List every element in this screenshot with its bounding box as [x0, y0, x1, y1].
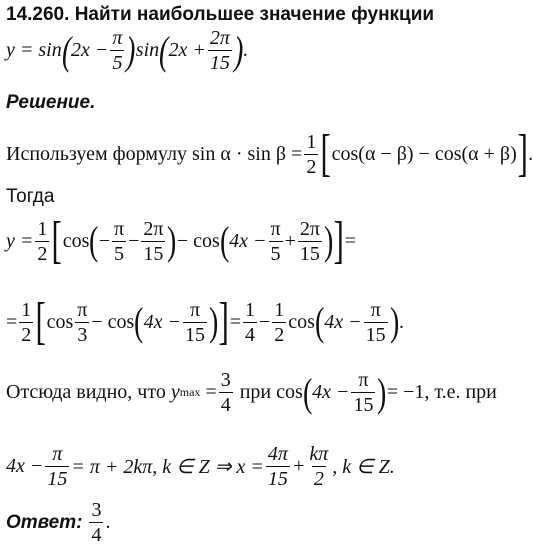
fraction: $\frac{1}{2}$: [274, 298, 285, 346]
fraction: $\frac{\pi}{5}$: [112, 27, 123, 74]
step1-formula: y = $\frac{1}{2}$ [ cos ( − $\frac{\pi}{5}$ − $\frac{2\pi}{15}$ ) − cos ( 4x − $\frac{\pi}{5}$ + $\frac{2\pi}{15}$ ) ] =: [6, 212, 356, 269]
fraction: $\frac{\pi}{15}$: [365, 298, 386, 346]
fraction: $\frac{\pi}{15}$: [185, 298, 206, 346]
fraction: $\frac{k\pi}{2}$: [309, 443, 329, 490]
fraction: $\frac{1}{2}$: [21, 298, 32, 346]
fraction: $\frac{2\pi}{15}$: [299, 217, 320, 265]
formula-line: Используем формулу sin α · sin β = $\frac{1}{2}$ [ cos(α − β) − cos(α + β) ] .: [6, 125, 533, 182]
function-formula: y = sin ( 2x − $\frac{\pi}{5}$ ) sin ( 2x + $\frac{2\pi}{15}$ ) .: [6, 27, 249, 74]
fraction: $\frac{\pi}{15}$: [47, 443, 68, 490]
problem-statement: Найти наибольшее значение функции: [74, 4, 435, 25]
fraction: $\frac{4\pi}{15}$: [267, 443, 288, 490]
then-label: Тогда: [6, 186, 55, 207]
fraction: $\frac{2\pi}{15}$: [209, 27, 230, 74]
conclusion-line: Отсюда видно, что y max = $\frac{3}{4}$ при cos ( 4x − $\frac{\pi}{15}$ ) = −1, т.е. при: [6, 369, 497, 416]
fraction: $\frac{1}{4}$: [244, 298, 255, 346]
fraction: $\frac{3}{4}$: [220, 369, 231, 416]
answer-label: Ответ:: [6, 511, 83, 533]
problem-number: 14.260.: [6, 4, 70, 25]
fraction: $\frac{1}{2}$: [306, 130, 317, 178]
fraction: $\frac{\pi}{5}$: [113, 217, 125, 265]
step2-formula: = $\frac{1}{2}$ [ cos $\frac{\pi}{3}$ − cos ( 4x − $\frac{\pi}{15}$ ) ] = $\frac{1}{4}$ − $\frac{1}{2}$ cos ( 4x − $\frac{\pi}{15}$ ) .: [6, 293, 404, 350]
answer-line: Ответ: $\frac{3}{4}$ .: [6, 499, 111, 546]
fraction: $\frac{\pi}{3}$: [77, 298, 88, 346]
solution-label: Решение.: [6, 92, 96, 113]
fraction: $\frac{\pi}{15}$: [353, 369, 374, 416]
fraction: $\frac{2\pi}{15}$: [143, 217, 164, 265]
fraction: $\frac{1}{2}$: [37, 217, 48, 265]
fraction: $\frac{3}{4}$: [91, 499, 102, 546]
fraction: $\frac{\pi}{5}$: [270, 217, 281, 265]
problem-header: [6, 4, 434, 26]
equation-line: 4x − $\frac{\pi}{15}$ = π + 2kπ, k ∈ Z ⇒ x = $\frac{4\pi}{15}$ + $\frac{k\pi}{2}$ , k ∈ Z.: [6, 443, 395, 490]
